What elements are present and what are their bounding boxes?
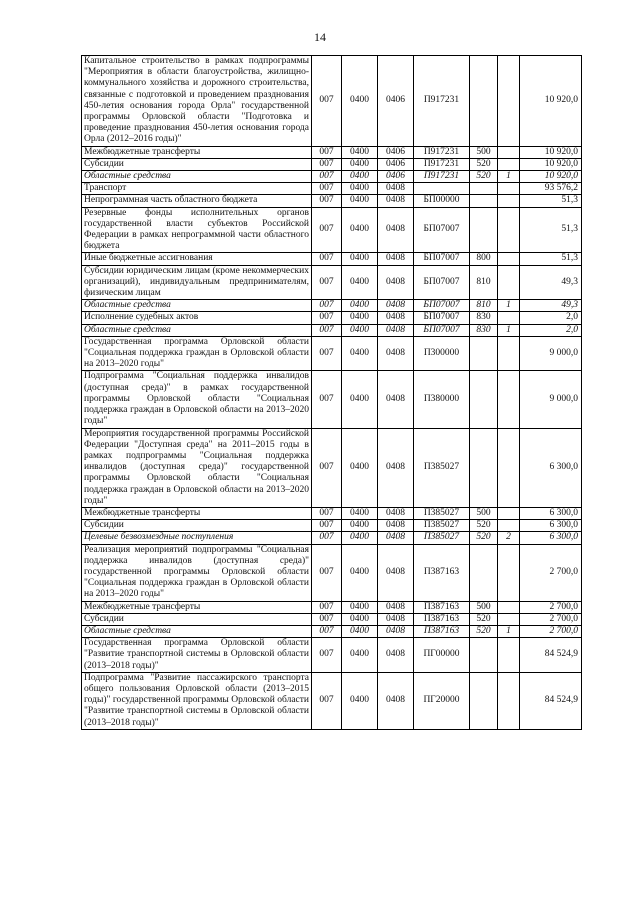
row-amount: 6 300,0 xyxy=(520,428,582,507)
expense-type-code: 500 xyxy=(470,146,498,158)
row-amount: 51,3 xyxy=(520,253,582,265)
row-name: Областные средства xyxy=(82,625,312,637)
expense-type-code xyxy=(470,672,498,729)
row-amount: 2 700,0 xyxy=(520,625,582,637)
section-code: 0400 xyxy=(342,56,378,147)
expense-type-code xyxy=(470,428,498,507)
grbs-code: 007 xyxy=(312,56,342,147)
table-row xyxy=(82,146,582,158)
row-name: Субсидии юридическим лицам (кроме некоммерческих организаций), индивидуальным предпринимателям, физическим лицам xyxy=(82,265,312,300)
subsection-code: 0408 xyxy=(378,183,414,195)
funding-source-code xyxy=(498,507,520,519)
table-row xyxy=(82,613,582,625)
expense-type-code xyxy=(470,371,498,428)
target-article-code: БП07007 xyxy=(414,265,470,300)
row-amount: 6 300,0 xyxy=(520,532,582,544)
section-code: 0400 xyxy=(342,336,378,371)
row-name: Иные бюджетные ассигнования xyxy=(82,253,312,265)
subsection-code: 0408 xyxy=(378,601,414,613)
expense-type-code: 800 xyxy=(470,253,498,265)
expense-type-code xyxy=(470,195,498,207)
grbs-code: 007 xyxy=(312,300,342,312)
funding-source-code xyxy=(498,312,520,324)
target-article-code: БП07007 xyxy=(414,312,470,324)
section-code: 0400 xyxy=(342,601,378,613)
row-name: Субсидии xyxy=(82,520,312,532)
section-code: 0400 xyxy=(342,171,378,183)
target-article-code: П387163 xyxy=(414,544,470,601)
subsection-code: 0408 xyxy=(378,195,414,207)
target-article-code: П380000 xyxy=(414,371,470,428)
table-row xyxy=(82,183,582,195)
table-row xyxy=(82,428,582,507)
grbs-code: 007 xyxy=(312,638,342,673)
table-row xyxy=(82,672,582,729)
expense-type-code xyxy=(470,638,498,673)
section-code: 0400 xyxy=(342,300,378,312)
row-amount: 9 000,0 xyxy=(520,371,582,428)
grbs-code: 007 xyxy=(312,183,342,195)
grbs-code: 007 xyxy=(312,371,342,428)
section-code: 0400 xyxy=(342,520,378,532)
target-article-code: П387163 xyxy=(414,613,470,625)
section-code: 0400 xyxy=(342,195,378,207)
table-row xyxy=(82,324,582,336)
funding-source-code xyxy=(498,613,520,625)
table-body xyxy=(82,56,582,730)
row-name: Резервные фонды исполнительных органов государственной власти субъектов Российской Федерации в рамках непрограммной части областного бюджета xyxy=(82,207,312,253)
row-amount: 2,0 xyxy=(520,312,582,324)
expense-type-code: 810 xyxy=(470,265,498,300)
funding-source-code xyxy=(498,56,520,147)
row-amount: 10 920,0 xyxy=(520,56,582,147)
funding-source-code xyxy=(498,195,520,207)
section-code: 0400 xyxy=(342,146,378,158)
table-row xyxy=(82,507,582,519)
target-article-code: БП00000 xyxy=(414,195,470,207)
expense-type-code: 500 xyxy=(470,507,498,519)
row-amount: 9 000,0 xyxy=(520,336,582,371)
grbs-code: 007 xyxy=(312,265,342,300)
table-row xyxy=(82,207,582,253)
funding-source-code xyxy=(498,672,520,729)
row-name: Межбюджетные трансферты xyxy=(82,146,312,158)
funding-source-code xyxy=(498,158,520,170)
grbs-code: 007 xyxy=(312,207,342,253)
grbs-code: 007 xyxy=(312,601,342,613)
target-article-code: П917231 xyxy=(414,56,470,147)
funding-source-code xyxy=(498,207,520,253)
row-amount: 10 920,0 xyxy=(520,146,582,158)
target-article-code: БП07007 xyxy=(414,207,470,253)
row-name: Областные средства xyxy=(82,324,312,336)
table-row xyxy=(82,532,582,544)
subsection-code: 0408 xyxy=(378,207,414,253)
funding-source-code: 1 xyxy=(498,324,520,336)
funding-source-code: 1 xyxy=(498,625,520,637)
table-row xyxy=(82,312,582,324)
row-name: Государственная программа Орловской области "Социальная поддержка граждан в Орловской области на 2013–2020 годы" xyxy=(82,336,312,371)
section-code: 0400 xyxy=(342,253,378,265)
section-code: 0400 xyxy=(342,158,378,170)
row-amount: 2,0 xyxy=(520,324,582,336)
budget-table xyxy=(81,55,582,730)
subsection-code: 0408 xyxy=(378,520,414,532)
subsection-code: 0408 xyxy=(378,613,414,625)
table-row xyxy=(82,625,582,637)
row-amount: 6 300,0 xyxy=(520,507,582,519)
target-article-code: П917231 xyxy=(414,158,470,170)
subsection-code: 0406 xyxy=(378,146,414,158)
expense-type-code xyxy=(470,183,498,195)
row-name: Государственная программа Орловской области "Развитие транспортной системы в Орловской области (2013–2018 годы)" xyxy=(82,638,312,673)
expense-type-code: 520 xyxy=(470,613,498,625)
row-name: Непрограммная часть областного бюджета xyxy=(82,195,312,207)
expense-type-code xyxy=(470,56,498,147)
subsection-code: 0408 xyxy=(378,672,414,729)
table-row xyxy=(82,265,582,300)
target-article-code xyxy=(414,183,470,195)
subsection-code: 0406 xyxy=(378,56,414,147)
target-article-code: БП07007 xyxy=(414,324,470,336)
funding-source-code: 1 xyxy=(498,171,520,183)
funding-source-code xyxy=(498,183,520,195)
row-amount: 49,3 xyxy=(520,265,582,300)
row-name: Мероприятия государственной программы Российской Федерации "Доступная среда" на 2011–2015 годы в рамках подпрограммы "Социальная поддержка инвалидов (доступная среда)" государственной программы Орловской области "Социальная поддержка граждан в Орловской области на 2013–2020 годы" xyxy=(82,428,312,507)
table-row xyxy=(82,253,582,265)
subsection-code: 0408 xyxy=(378,324,414,336)
target-article-code: П387163 xyxy=(414,601,470,613)
section-code: 0400 xyxy=(342,613,378,625)
row-name: Подпрограмма "Развитие пассажирского транспорта общего пользования Орловской области (2013–2015 годы)" государственной программы Орловской области "Развитие транспортной системы в Орловской области (2013–2018 годы)" xyxy=(82,672,312,729)
row-amount: 51,3 xyxy=(520,207,582,253)
section-code: 0400 xyxy=(342,428,378,507)
funding-source-code xyxy=(498,371,520,428)
table-row xyxy=(82,195,582,207)
funding-source-code xyxy=(498,428,520,507)
table-row xyxy=(82,520,582,532)
row-amount: 84 524,9 xyxy=(520,672,582,729)
subsection-code: 0408 xyxy=(378,253,414,265)
table-row xyxy=(82,601,582,613)
target-article-code: П385027 xyxy=(414,428,470,507)
section-code: 0400 xyxy=(342,312,378,324)
table-row xyxy=(82,544,582,601)
row-amount: 10 920,0 xyxy=(520,158,582,170)
expense-type-code: 520 xyxy=(470,625,498,637)
funding-source-code: 1 xyxy=(498,300,520,312)
subsection-code: 0408 xyxy=(378,312,414,324)
grbs-code: 007 xyxy=(312,672,342,729)
section-code: 0400 xyxy=(342,532,378,544)
funding-source-code xyxy=(498,253,520,265)
funding-source-code xyxy=(498,146,520,158)
row-name: Реализация мероприятий подпрограммы "Социальная поддержка инвалидов (доступная среда)" государственной программы Орловской области "Социальная поддержка граждан в Орловской области на 2013–2020 годы" xyxy=(82,544,312,601)
target-article-code: П387163 xyxy=(414,625,470,637)
row-amount: 49,3 xyxy=(520,300,582,312)
section-code: 0400 xyxy=(342,265,378,300)
target-article-code: П385027 xyxy=(414,507,470,519)
expense-type-code xyxy=(470,544,498,601)
section-code: 0400 xyxy=(342,183,378,195)
section-code: 0400 xyxy=(342,638,378,673)
funding-source-code: 2 xyxy=(498,532,520,544)
expense-type-code: 830 xyxy=(470,324,498,336)
subsection-code: 0406 xyxy=(378,171,414,183)
table-row xyxy=(82,638,582,673)
row-name: Межбюджетные трансферты xyxy=(82,507,312,519)
table-row xyxy=(82,336,582,371)
grbs-code: 007 xyxy=(312,428,342,507)
section-code: 0400 xyxy=(342,507,378,519)
page-number: 14 xyxy=(314,30,326,44)
target-article-code: ПГ00000 xyxy=(414,638,470,673)
section-code: 0400 xyxy=(342,625,378,637)
table-row xyxy=(82,300,582,312)
expense-type-code: 520 xyxy=(470,171,498,183)
expense-type-code: 810 xyxy=(470,300,498,312)
section-code: 0400 xyxy=(342,324,378,336)
expense-type-code xyxy=(470,207,498,253)
funding-source-code xyxy=(498,265,520,300)
table-row xyxy=(82,158,582,170)
row-name: Субсидии xyxy=(82,158,312,170)
funding-source-code xyxy=(498,544,520,601)
target-article-code: БП07007 xyxy=(414,300,470,312)
target-article-code: ПГ20000 xyxy=(414,672,470,729)
row-name: Целевые безвозмездные поступления xyxy=(82,532,312,544)
row-amount: 2 700,0 xyxy=(520,544,582,601)
target-article-code: П385027 xyxy=(414,520,470,532)
subsection-code: 0408 xyxy=(378,532,414,544)
row-amount: 93 576,2 xyxy=(520,183,582,195)
subsection-code: 0408 xyxy=(378,428,414,507)
grbs-code: 007 xyxy=(312,544,342,601)
grbs-code: 007 xyxy=(312,625,342,637)
subsection-code: 0408 xyxy=(378,265,414,300)
row-name: Капитальное строительство в рамках подпрограммы "Мероприятия в области благоустройства, жилищно-коммунального хозяйства и дорожного строительства, связанные с подготовкой и проведением празднования 450-летия основания города Орла" государственной программы Орловской области "Подготовка и проведение празднования 450-летия основания города Орла (2012–2016 годы)" xyxy=(82,56,312,147)
grbs-code: 007 xyxy=(312,507,342,519)
subsection-code: 0408 xyxy=(378,544,414,601)
grbs-code: 007 xyxy=(312,613,342,625)
section-code: 0400 xyxy=(342,544,378,601)
target-article-code: П385027 xyxy=(414,532,470,544)
table-row xyxy=(82,371,582,428)
grbs-code: 007 xyxy=(312,312,342,324)
subsection-code: 0408 xyxy=(378,638,414,673)
grbs-code: 007 xyxy=(312,195,342,207)
row-name: Исполнение судебных актов xyxy=(82,312,312,324)
row-amount: 84 524,9 xyxy=(520,638,582,673)
row-amount: 6 300,0 xyxy=(520,520,582,532)
row-name: Межбюджетные трансферты xyxy=(82,601,312,613)
section-code: 0400 xyxy=(342,207,378,253)
subsection-code: 0408 xyxy=(378,625,414,637)
grbs-code: 007 xyxy=(312,336,342,371)
target-article-code: П917231 xyxy=(414,146,470,158)
grbs-code: 007 xyxy=(312,158,342,170)
row-amount: 2 700,0 xyxy=(520,601,582,613)
subsection-code: 0408 xyxy=(378,507,414,519)
section-code: 0400 xyxy=(342,672,378,729)
funding-source-code xyxy=(498,601,520,613)
table-row xyxy=(82,56,582,147)
grbs-code: 007 xyxy=(312,171,342,183)
row-name: Подпрограмма "Социальная поддержка инвалидов (доступная среда)" в рамках государственной программы Орловской области "Социальная поддержка граждан в Орловской области на 2013–2020 годы" xyxy=(82,371,312,428)
expense-type-code: 500 xyxy=(470,601,498,613)
grbs-code: 007 xyxy=(312,253,342,265)
section-code: 0400 xyxy=(342,371,378,428)
row-amount: 10 920,0 xyxy=(520,171,582,183)
grbs-code: 007 xyxy=(312,532,342,544)
subsection-code: 0408 xyxy=(378,300,414,312)
row-name: Транспорт xyxy=(82,183,312,195)
subsection-code: 0406 xyxy=(378,158,414,170)
target-article-code: П917231 xyxy=(414,171,470,183)
funding-source-code xyxy=(498,336,520,371)
subsection-code: 0408 xyxy=(378,371,414,428)
row-amount: 51,3 xyxy=(520,195,582,207)
expense-type-code xyxy=(470,336,498,371)
grbs-code: 007 xyxy=(312,520,342,532)
expense-type-code: 830 xyxy=(470,312,498,324)
expense-type-code: 520 xyxy=(470,158,498,170)
grbs-code: 007 xyxy=(312,324,342,336)
row-name: Областные средства xyxy=(82,171,312,183)
funding-source-code xyxy=(498,520,520,532)
funding-source-code xyxy=(498,638,520,673)
expense-type-code: 520 xyxy=(470,532,498,544)
expense-type-code: 520 xyxy=(470,520,498,532)
row-name: Областные средства xyxy=(82,300,312,312)
row-name: Субсидии xyxy=(82,613,312,625)
row-amount: 2 700,0 xyxy=(520,613,582,625)
target-article-code: П300000 xyxy=(414,336,470,371)
subsection-code: 0408 xyxy=(378,336,414,371)
grbs-code: 007 xyxy=(312,146,342,158)
target-article-code: БП07007 xyxy=(414,253,470,265)
table-row xyxy=(82,171,582,183)
